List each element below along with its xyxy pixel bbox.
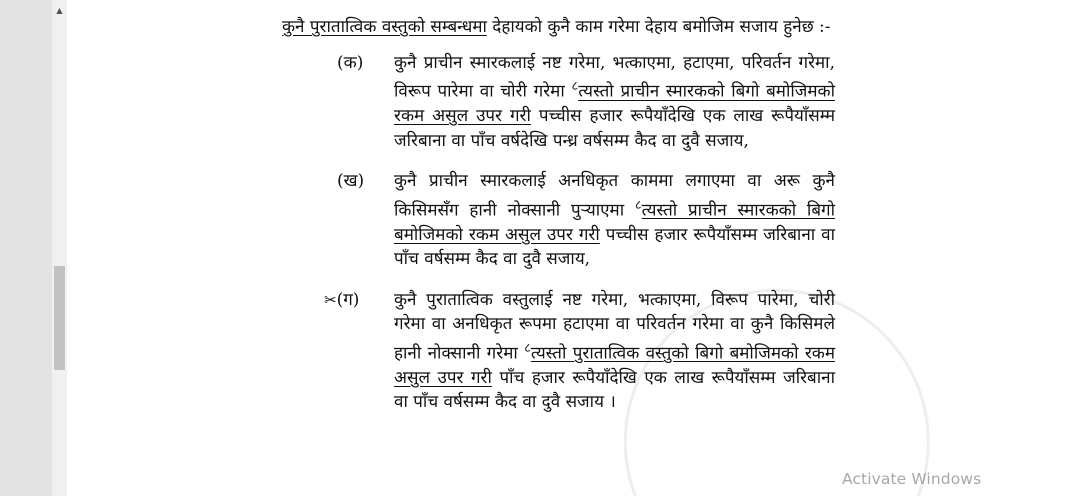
activate-windows-watermark: Activate Windows [842, 470, 982, 488]
amendment-mark: ८ [524, 340, 531, 356]
scrollbar-thumb[interactable] [54, 266, 65, 370]
chevron-up-icon[interactable]: ▲ [56, 6, 63, 15]
amended-underlined: त्यस्तो प्राचीन स्मारकको बिगो बमोजिमको रकम असुल उपर गरी [394, 200, 835, 245]
left-panel [0, 0, 52, 496]
clause-kha [282, 169, 835, 272]
clause-label: ✂(ग) [324, 289, 360, 310]
amendment-mark: ८ [634, 197, 642, 213]
scissors-icon: ✂ [324, 290, 337, 309]
amendment-mark: ८ [571, 79, 579, 94]
amended-underlined: त्यस्तो पुरातात्विक वस्तुको बिगो बमोजिमको रकम असुल उपर गरी [394, 343, 835, 388]
clause-ga [282, 288, 835, 415]
clause-text: कुनै प्राचीन स्मारकलाई अनधिकृत काममा लगाएमा वा अरू कुनै किसिमसँग हानी नोक्सानी पुऱ्याएमा $^८$त्यस्तो प्राचीन स्मारकको बिगो बमोजिमको रकम असुल उपर गरी पच्चीस हजार रूपैयाँसम्म जरिबाना वा पाँच वर्षसम्म कैद वा दुवै सजाय, [394, 171, 835, 270]
intro-paragraph [282, 15, 835, 40]
document-page [67, 0, 1083, 496]
intro-rest: देहायको कुनै काम गरेमा देहाय बमोजिम सजाय हुनेछ :- [486, 17, 831, 37]
clause-text: कुनै पुरातात्विक वस्तुलाई नष्ट गरेमा, भत्काएमा, विरूप पारेमा, चोरी गरेमा वा अनधिकृत रूपमा हटाएमा वा परिवर्तन गरेमा वा कुनै किसिमले हानी नोक्सानी गरेमा $^८$त्यस्तो पुरातात्विक वस्तुको बिगो बमोजिमको रकम असुल उपर गरी पाँच हजार रूपैयाँदेखि एक लाख रूपैयाँसम्म जरिबाना वा पाँच वर्षसम्म कैद वा दुवै सजाय । [394, 289, 835, 413]
clause-text: कुनै प्राचीन स्मारकलाई नष्ट गरेमा, भत्काएमा, हटाएमा, परिवर्तन गरेमा, विरूप पारेमा वा चोरी गरेमा $^८$त्यस्तो प्राचीन स्मारकको बिगो बमोजिमको रकम असुल उपर गरी पच्चीस हजार रूपैयाँदेखि एक लाख रूपैयाँसम्म जरिबाना वा पाँच वर्षदेखि पन्ध्र वर्षसम्म कैद वा दुवै सजाय, [394, 52, 835, 151]
amended-underlined: त्यस्तो प्राचीन स्मारकको बिगो बमोजिमको रकम असुल उपर गरी [394, 81, 835, 127]
clause-label: (क) [337, 52, 364, 73]
clause-ka [282, 51, 835, 154]
clause-label: (ख) [337, 171, 365, 192]
intro-underlined: कुनै पुरातात्विक वस्तुको सम्बन्धमा [282, 17, 487, 37]
vertical-scrollbar[interactable] [52, 0, 67, 496]
document-body [282, 15, 835, 415]
